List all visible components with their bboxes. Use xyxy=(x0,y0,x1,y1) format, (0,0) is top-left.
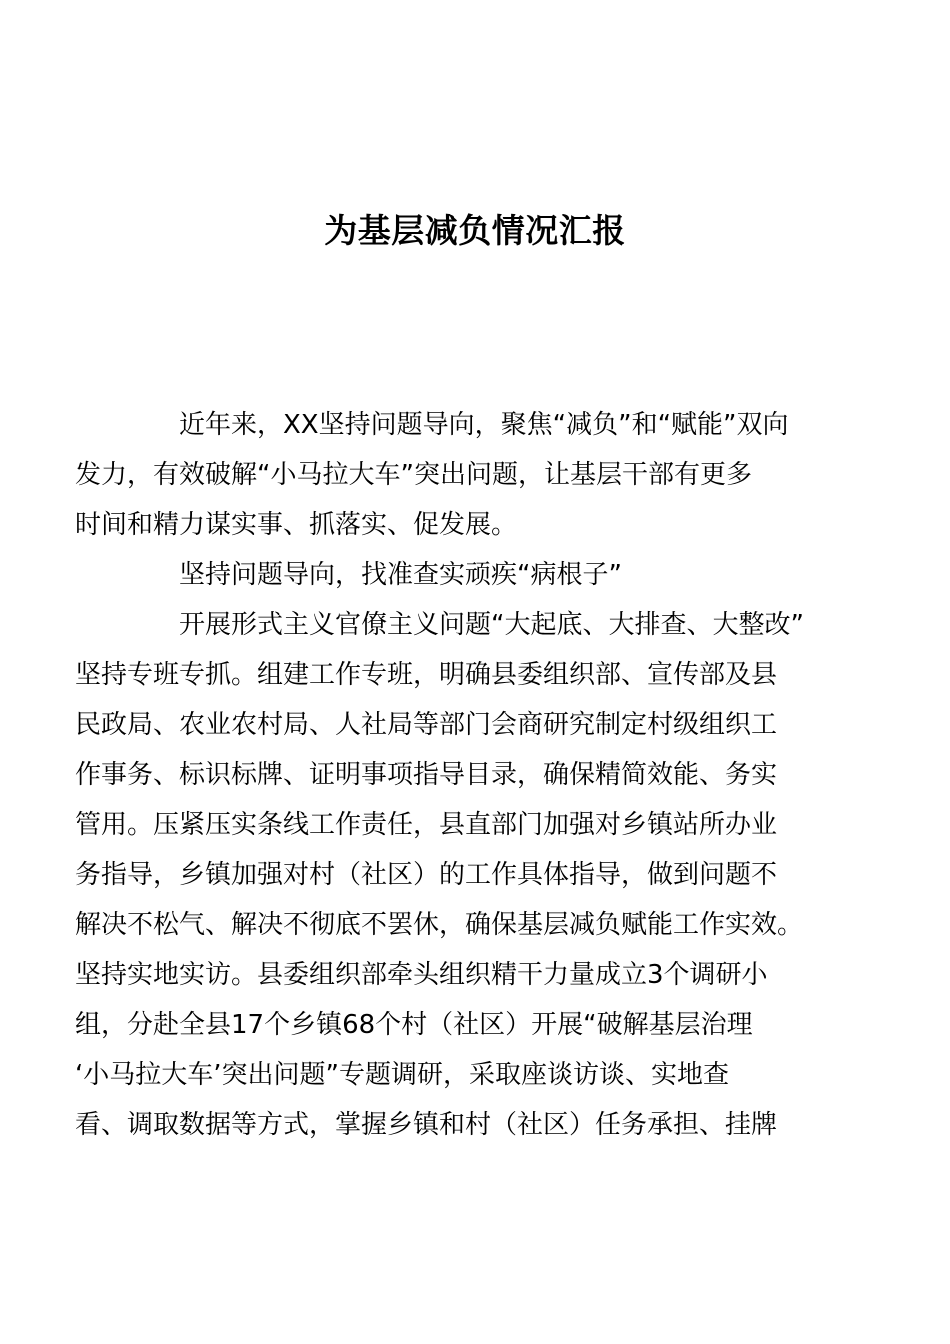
text-line: 民政局、农业农村局、人社局等部门会商研究制定村级组织工 xyxy=(75,710,778,740)
text-line: 时间和精力谋实事、抓落实、促发展。 xyxy=(75,510,518,540)
text-line: 发力，有效破解“小马拉大车”突出问题，让基层干部有更多 xyxy=(75,460,752,490)
document-body xyxy=(75,400,837,1150)
section-heading xyxy=(127,550,837,600)
text-line: 看、调取数据等方式，掌握乡镇和村（社区）任务承担、挂牌 xyxy=(75,1110,778,1140)
text-line: 组，分赴全县17个乡镇68个村（社区）开展“破解基层治理 xyxy=(75,1010,753,1040)
text-line: 坚持实地实访。县委组织部牵头组织精干力量成立3个调研小 xyxy=(75,960,768,990)
document-title: 为基层减负情况汇报 xyxy=(324,211,626,250)
text-line: 管用。压紧压实条线工作责任，县直部门加强对乡镇站所办业 xyxy=(75,810,778,840)
text-line: 务指导，乡镇加强对村（社区）的工作具体指导，做到问题不 xyxy=(75,860,778,890)
text-line: 解决不松气、解决不彻底不罢休，确保基层减负赋能工作实效。 xyxy=(75,910,804,940)
text-line: 开展形式主义官僚主义问题“大起底、大排查、大整改” xyxy=(179,610,804,640)
paragraph-intro xyxy=(75,400,837,550)
text-line: 坚持专班专抓。组建工作专班，明确县委组织部、宣传部及县 xyxy=(75,660,778,690)
text-line: ‘小马拉大车’突出问题”专题调研，采取座谈访谈、实地查 xyxy=(75,1060,729,1090)
text-line: 作事务、标识标牌、证明事项指导目录，确保精简效能、务实 xyxy=(75,760,778,790)
text-line: 坚持问题导向，找准查实顽疾“病根子” xyxy=(179,560,622,590)
text-line: 近年来，XX坚持问题导向，聚焦“减负”和“赋能”双向 xyxy=(179,410,789,440)
paragraph-main xyxy=(75,600,837,1150)
